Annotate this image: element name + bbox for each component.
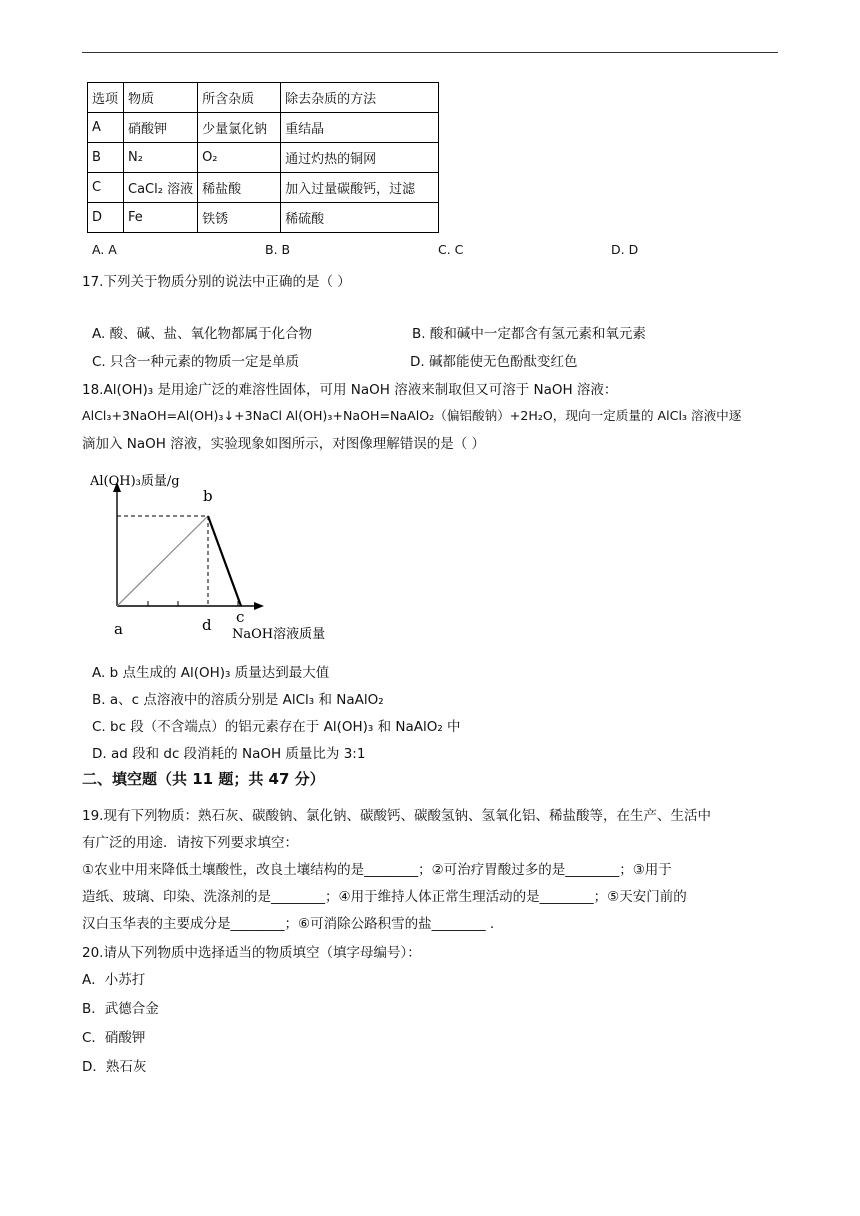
table-row xyxy=(88,113,439,143)
q20-option-c: C．硝酸钾 xyxy=(82,1030,146,1046)
y-axis-label: Al(OH)₃质量/g xyxy=(90,474,180,489)
q17-option-d[interactable]: D. 碱都能使无色酚酞变红色 xyxy=(410,354,578,370)
table-header-cell: 除去杂质的方法 xyxy=(281,83,439,113)
q18-graph xyxy=(86,468,346,648)
x-axis-label: NaOH溶液质量 xyxy=(232,627,326,642)
point-label-c: c xyxy=(236,608,245,626)
q18-option-d[interactable]: D. ad 段和 dc 段消耗的 NaOH 质量比为 3:1 xyxy=(92,746,366,762)
q18-option-b[interactable]: B. a、c 点溶液中的溶质分别是 AlCl₃ 和 NaAlO₂ xyxy=(92,692,384,708)
point-label-a: a xyxy=(114,620,123,638)
table-header-cell: 所含杂质 xyxy=(198,83,281,113)
table-cell: 铁锈 xyxy=(198,203,281,233)
point-label-d: d xyxy=(202,616,212,634)
q18-option-c[interactable]: C. bc 段（不含端点）的铝元素存在于 Al(OH)₃ 和 NaAlO₂ 中 xyxy=(92,719,461,735)
q17-option-a[interactable]: A. 酸、碱、盐、氧化物都属于化合物 xyxy=(92,326,313,342)
q16-option-d[interactable]: D. D xyxy=(611,242,639,257)
q18-stem-line1: 18.Al(OH)₃ 是用途广泛的难溶性固体，可用 NaOH 溶液来制取但又可溶于 NaOH 溶液： xyxy=(82,382,618,398)
q18-stem-line2: AlCl₃+3NaOH=Al(OH)₃↓+3NaCl Al(OH)₃+NaOH=NaAlO₂（偏铝酸钠）+2H₂O，现向一定质量的 AlCl₃ 溶液中逐 xyxy=(82,408,742,423)
table-header-cell: 物质 xyxy=(124,83,198,113)
q17-option-b[interactable]: B. 酸和碱中一定都含有氢元素和氧元素 xyxy=(412,326,646,342)
q18-stem-line3: 滴加入 NaOH 溶液，实验现象如图所示，对图像理解错误的是（ ） xyxy=(82,436,486,452)
q17-stem: 17.下列关于物质分别的说法中正确的是（ ） xyxy=(82,274,351,290)
q19-line1: 19.现有下列物质：熟石灰、碳酸钠、氯化钠、碳酸钙、碳酸氢钠、氢氧化铝、稀盐酸等，在生产、生活中 xyxy=(82,808,711,824)
table-cell: N₂ xyxy=(124,143,198,173)
x-axis-arrow-icon xyxy=(254,602,264,610)
table-cell: 加入过量碳酸钙，过滤 xyxy=(281,173,439,203)
q17-option-c[interactable]: C. 只含一种元素的物质一定是单质 xyxy=(92,354,300,370)
q19-line4: 造纸、玻璃、印染、洗涤剂的是________；④用于维持人体正常生理活动的是________；⑤天安门前的 xyxy=(82,889,687,905)
table-header-cell: 选项 xyxy=(88,83,124,113)
q16-option-c[interactable]: C. C xyxy=(438,242,464,257)
q19-line2: 有广泛的用途．请按下列要求填空： xyxy=(82,835,298,851)
table-cell: 稀盐酸 xyxy=(198,173,281,203)
q20-stem: 20.请从下列物质中选择适当的物质填空（填字母编号）： xyxy=(82,945,421,961)
table-cell: 稀硫酸 xyxy=(281,203,439,233)
table-row xyxy=(88,203,439,233)
table-cell: B xyxy=(88,143,124,173)
table-header-row xyxy=(88,83,439,113)
q20-option-d: D．熟石灰 xyxy=(82,1059,147,1075)
table-cell: CaCl₂ 溶液 xyxy=(124,173,198,203)
table-cell: Fe xyxy=(124,203,198,233)
table-cell: 通过灼热的铜网 xyxy=(281,143,439,173)
table-cell: O₂ xyxy=(198,143,281,173)
q19-line5: 汉白玉华表的主要成分是________；⑥可消除公路积雪的盐________ . xyxy=(82,916,495,932)
table-cell: 硝酸钾 xyxy=(124,113,198,143)
table-cell: D xyxy=(88,203,124,233)
header-rule xyxy=(82,52,778,53)
q20-option-a: A．小苏打 xyxy=(82,972,146,988)
impurity-table xyxy=(87,82,439,233)
table-cell: 重结晶 xyxy=(281,113,439,143)
point-label-b: b xyxy=(203,487,213,505)
q16-option-a[interactable]: A. A xyxy=(92,242,117,257)
q18-option-a[interactable]: A. b 点生成的 Al(OH)₃ 质量达到最大值 xyxy=(92,665,330,681)
q16-option-b[interactable]: B. B xyxy=(265,242,291,257)
q20-option-b: B．武德合金 xyxy=(82,1001,159,1017)
rising-segment xyxy=(117,516,208,606)
falling-segment xyxy=(208,516,241,606)
q19-line3: ①农业中用来降低土壤酸性，改良土壤结构的是________；②可治疗胃酸过多的是________；③用于 xyxy=(82,862,672,878)
table-cell: 少量氯化钠 xyxy=(198,113,281,143)
table-row xyxy=(88,143,439,173)
table-cell: A xyxy=(88,113,124,143)
table-cell: C xyxy=(88,173,124,203)
section-title: 二、填空题（共 11 题；共 47 分） xyxy=(82,770,325,788)
table-row xyxy=(88,173,439,203)
